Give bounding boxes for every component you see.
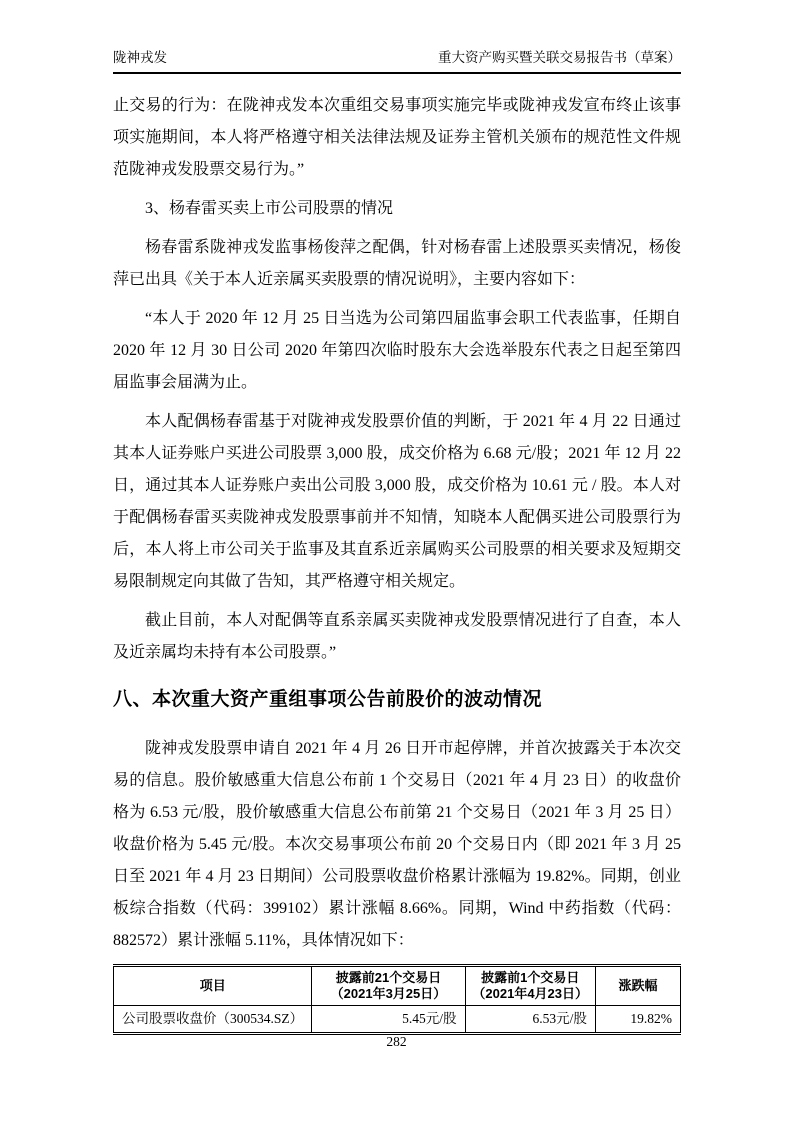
page-number: 282: [386, 1034, 407, 1049]
table-row: [114, 1006, 681, 1034]
sub-heading-3: 3、杨春雷买卖上市公司股票的情况: [145, 200, 394, 217]
paragraph-price-movement: 陇神戎发股票申请自 2021 年 4 月 26 日开市起停牌，并首次披露关于本次交易的信息。股价敏感重大信息公布前 1 个交易日（2021 年 4 月 23 日）的收盘价格为 6.53 元/股，股价敏感重大信息公布前第 21 个交易日（2021 年 3 月 25 日）收盘价格为 5.45 元/股。本次交易事项公布前 20 个交易日内（即 2021 年 3 月 25 日至 2021 年 4 月 23 日期间）公司股票收盘价格累计涨幅为 19.82%。同期，创业板综合指数（代码：399102）累计涨幅 8.66%。同期，Wind 中药指数（代码：882572）累计涨幅 5.11%，具体情况如下：: [113, 740, 681, 949]
table-header-t1-line1: 披露前1个交易日: [481, 970, 580, 985]
table-header-item: 项目: [114, 966, 312, 1006]
table-header-row: [114, 966, 681, 1006]
table-header-t21: [312, 966, 465, 1006]
paragraph-quote-2: 本人配偶杨春雷基于对陇神戎发股票价值的判断，于 2021 年 4 月 22 日通过其本人证券账户买进公司股票 3,000 股，成交价格为 6.68 元/股；2021 年 12 月 22 日，通过其本人证券账户卖出公司股 3,000 股，成交价格为 10.61 元 / 股。本人对于配偶杨春雷买卖陇神戎发股票事前并不知情，知晓本人配偶买进公司股票行为后，本人将上市公司关于监事及其直系近亲属购买公司股票的相关要求及短期交易限制规定向其做了告知，其严格遵守相关规定。: [113, 413, 681, 590]
table-cell-change-value: 19.82%: [595, 1006, 680, 1034]
paragraph-continuation: 止交易的行为：在陇神戎发本次重组交易事项实施完毕或陇神戎发宣布终止该事项实施期间，本人将严格遵守相关法律法规及证券主管机关颁布的规范性文件规范陇神戎发股票交易行为。”: [113, 97, 681, 178]
header-report-title: 重大资产购买暨关联交易报告书（草案）: [438, 50, 681, 65]
table-header-t21-line2: （2021年3月25日）: [330, 986, 447, 1001]
header-company-name: 陇神戎发: [113, 50, 167, 65]
table-header-t1-line2: （2021年4月23日）: [472, 986, 589, 1001]
price-comparison-table: [113, 964, 681, 1035]
page-header: [113, 48, 681, 74]
section-heading-8: 八、本次重大资产重组事项公告前股价的波动情况: [113, 689, 543, 710]
paragraph-quote-1: “本人于 2020 年 12 月 25 日当选为公司第四届监事会职工代表监事，任期自 2020 年 12 月 30 日公司 2020 年第四次临时股东大会选举股东代表之日起至第四届监事会届满为止。: [113, 310, 681, 391]
table-cell-item: 公司股票收盘价（300534.SZ）: [114, 1006, 312, 1034]
paragraph-spouse-statement: 杨春雷系陇神戎发监事杨俊萍之配偶，针对杨春雷上述股票买卖情况，杨俊萍已出具《关于本人近亲属买卖股票的情况说明》，主要内容如下：: [113, 239, 681, 288]
table-header-t1: [465, 966, 595, 1006]
table-header-t21-line1: 披露前21个交易日: [335, 970, 442, 985]
table-cell-t21-value: 5.45元/股: [312, 1006, 465, 1034]
document-body: [113, 90, 681, 1035]
paragraph-quote-3: 截止目前，本人对配偶等直系亲属买卖陇神戎发股票情况进行了自查，本人及近亲属均未持有本公司股票。”: [113, 612, 681, 661]
table-header-change: 涨跌幅: [595, 966, 680, 1006]
table-cell-t1-value: 6.53元/股: [465, 1006, 595, 1034]
